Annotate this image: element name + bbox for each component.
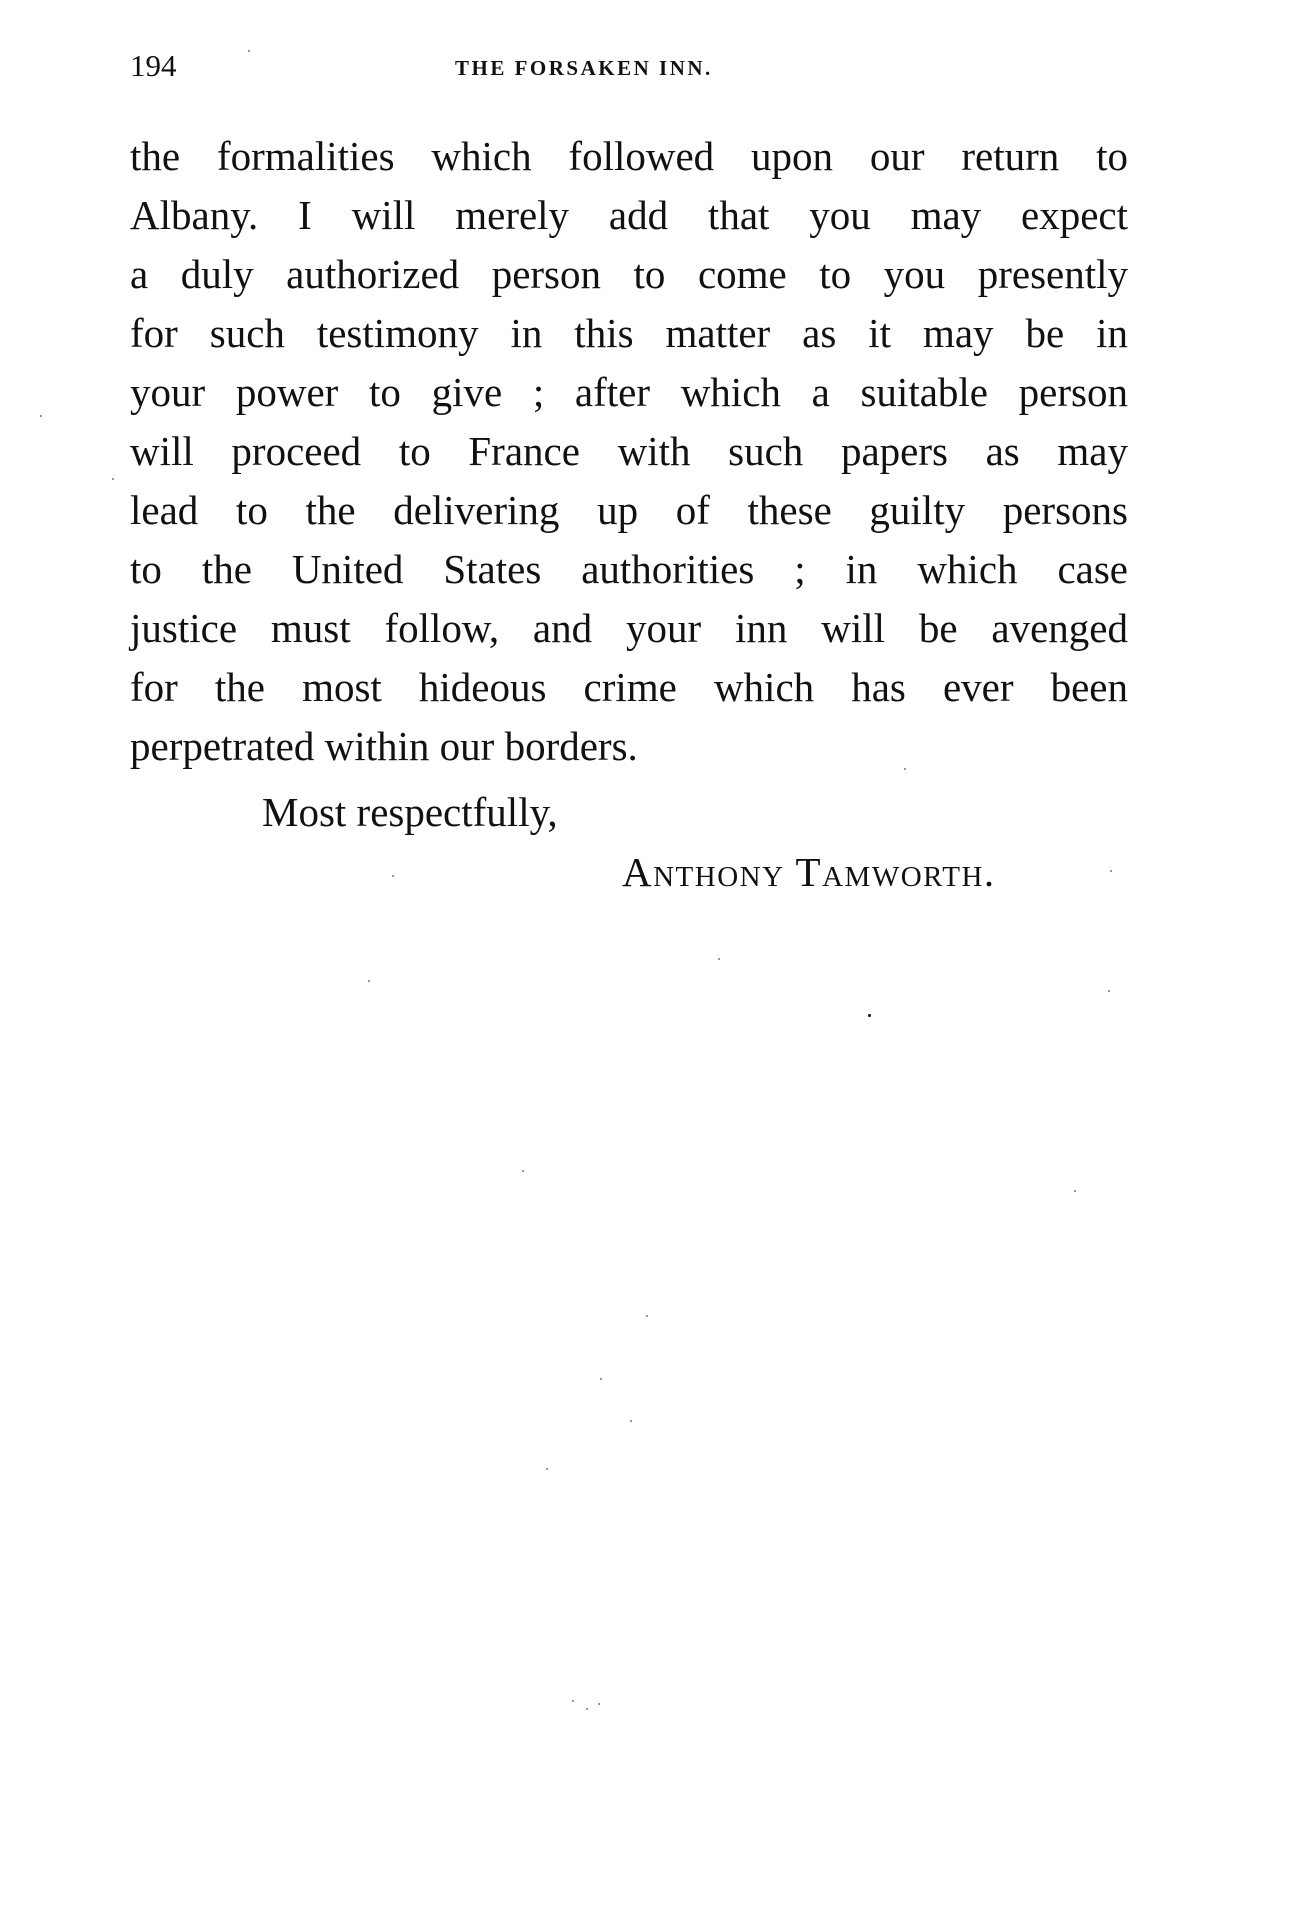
text-line: for such testimony in this matter as it may be in: [130, 310, 1128, 356]
scan-speck: [646, 1315, 648, 1317]
scan-speck: [1110, 870, 1112, 872]
scan-speck: [248, 50, 250, 52]
text-line: the formalities which followed upon our return to: [130, 133, 1128, 179]
scan-speck: [600, 1378, 602, 1380]
scan-speck: [112, 478, 114, 480]
text-line: will proceed to France with such papers as may: [130, 428, 1128, 474]
running-title: THE FORSAKEN INN.: [455, 56, 713, 80]
scan-speck: [368, 980, 370, 982]
text-line: justice must follow, and your inn will be avenged: [130, 605, 1128, 651]
text-line: lead to the delivering up of these guilty persons: [130, 487, 1128, 533]
running-head: [130, 46, 820, 86]
page-number: 194: [130, 48, 177, 83]
scan-speck: [1108, 990, 1110, 992]
text-line: your power to give ; after which a suitable person: [130, 369, 1128, 415]
scan-speck: [572, 1700, 574, 1702]
scan-speck: [40, 415, 42, 417]
scan-speck: [630, 1420, 632, 1422]
text-line: for the most hideous crime which has ever been: [130, 664, 1128, 710]
signature: Anthony Tamworth.: [622, 849, 996, 895]
scan-speck: [718, 958, 720, 960]
closing-salutation: Most respectfully,: [262, 789, 558, 835]
text-line: to the United States authorities ; in which case: [130, 546, 1128, 592]
scan-speck: [868, 1014, 871, 1017]
scan-speck: [546, 1468, 548, 1470]
body-paragraph: [130, 127, 1128, 776]
scan-speck: [1074, 1190, 1076, 1192]
scan-speck: [522, 1170, 524, 1172]
text-line: perpetrated within our borders.: [130, 723, 638, 769]
scan-speck: [904, 768, 906, 770]
text-line: Albany. I will merely add that you may expect: [130, 192, 1128, 238]
scan-speck: [598, 1703, 600, 1705]
scan-speck: [586, 1708, 588, 1710]
text-line: a duly authorized person to come to you presently: [130, 251, 1128, 297]
scan-speck: [392, 875, 394, 877]
